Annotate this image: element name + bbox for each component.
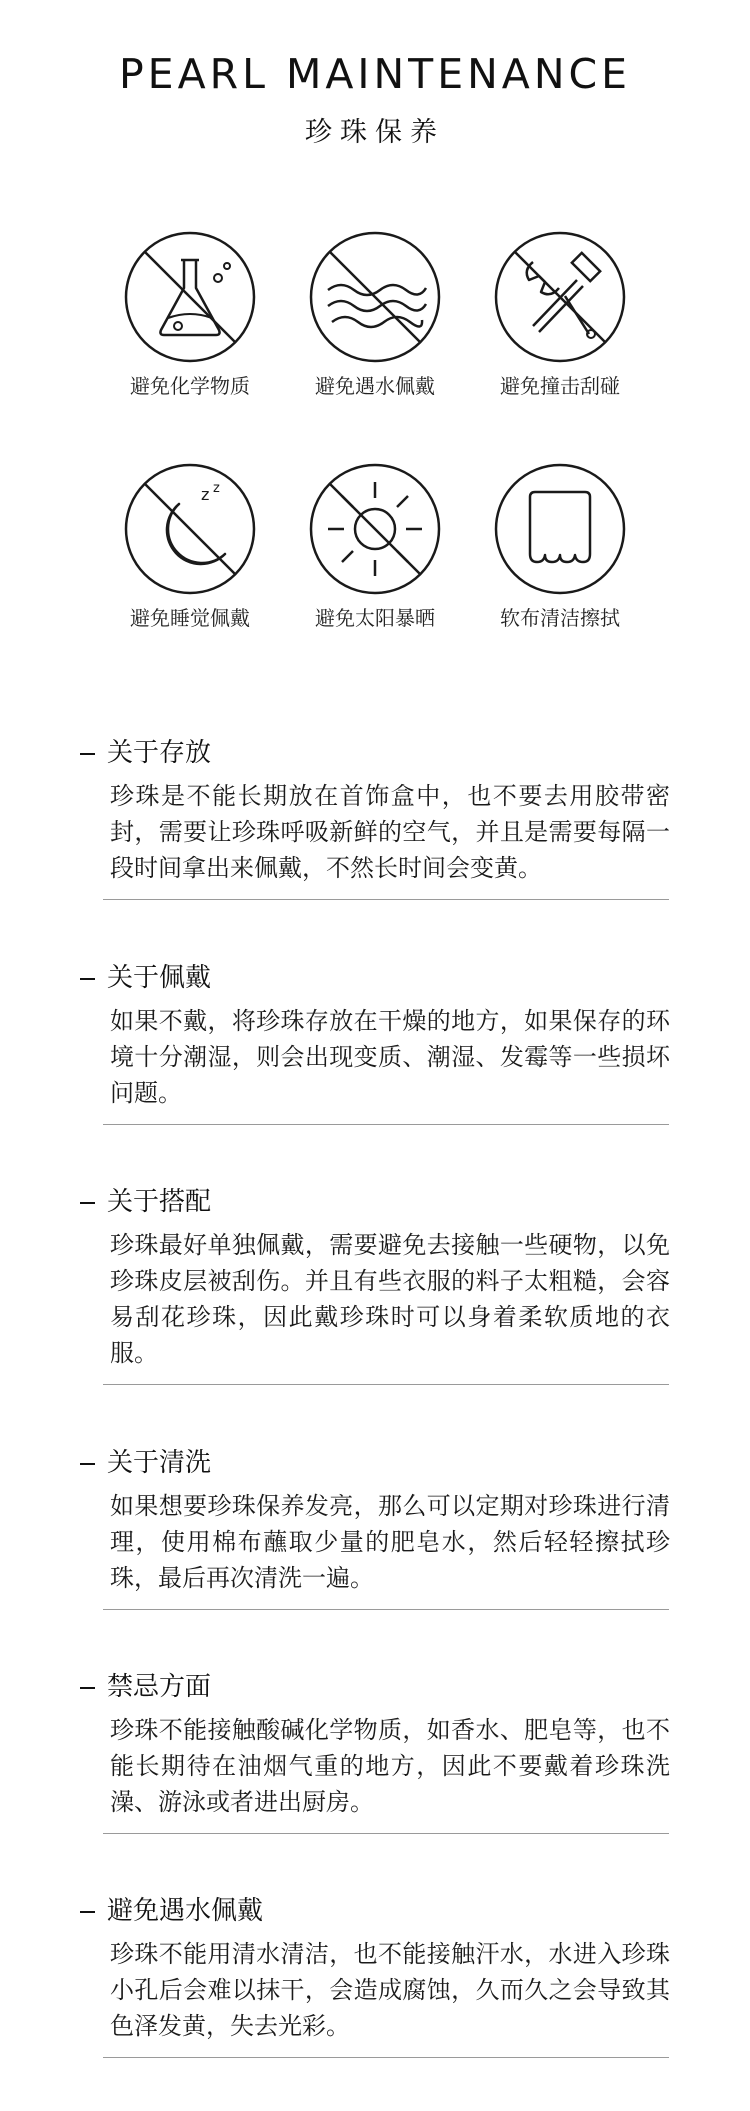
page-title-en: PEARL MAINTENANCE — [118, 50, 632, 98]
page-title-cn: 珍珠保养 — [305, 117, 445, 148]
section-heading — [80, 1890, 263, 1927]
section-heading-text: 禁忌方面 — [107, 1672, 212, 1702]
svg-text:z: z — [213, 481, 220, 496]
section-heading-text: 关于存放 — [107, 738, 212, 768]
icon-item-impact — [450, 230, 670, 399]
section-heading — [80, 732, 211, 769]
icon-label: 避免遇水佩戴 — [315, 374, 435, 398]
section-divider — [103, 1833, 669, 1834]
section-heading-text: 避免遇水佩戴 — [107, 1896, 264, 1926]
section-heading — [80, 1442, 211, 1479]
section-body: 珍珠不能接触酸碱化学物质，如香水、肥皂等，也不能长期待在油烟气重的地方，因此不要戴着珍珠洗澡、游泳或者进出厨房。 — [110, 1716, 670, 1816]
section-heading-text: 关于清洗 — [107, 1448, 212, 1478]
section-divider — [103, 1609, 669, 1610]
sun-prohibited-icon — [308, 462, 442, 596]
water-prohibited-icon — [308, 230, 442, 364]
icon-label: 避免化学物质 — [130, 374, 250, 398]
icon-label: 软布清洁擦拭 — [500, 606, 620, 630]
icon-label: 避免太阳暴晒 — [315, 606, 435, 630]
icon-label: 避免撞击刮碰 — [500, 374, 620, 398]
section-body: 珍珠是不能长期放在首饰盒中，也不要去用胶带密封，需要让珍珠呼吸新鲜的空气，并且是需要每隔一段时间拿出来佩戴，不然长时间会变黄。 — [110, 782, 670, 882]
section-body: 如果想要珍珠保养发亮，那么可以定期对珍珠进行清理，使用棉布蘸取少量的肥皂水，然后轻轻擦拭珍珠，最后再次清洗一遍。 — [110, 1492, 670, 1592]
tools-prohibited-icon — [493, 230, 627, 364]
section-body: 珍珠最好单独佩戴，需要避免去接触一些硬物，以免珍珠皮层被刮伤。并且有些衣服的料子太粗糙，会容易刮花珍珠，因此戴珍珠时可以身着柔软质地的衣服。 — [110, 1231, 670, 1367]
section-divider — [103, 1384, 669, 1385]
section-divider — [103, 899, 669, 900]
flask-prohibited-icon — [123, 230, 257, 364]
svg-text:z: z — [201, 485, 210, 504]
section-heading — [80, 957, 211, 994]
section-heading-text: 关于佩戴 — [107, 963, 212, 993]
section-heading-text: 关于搭配 — [107, 1187, 212, 1217]
moon-sleep-prohibited-icon — [123, 462, 257, 596]
soft-cloth-icon — [493, 462, 627, 596]
section-divider — [103, 1124, 669, 1125]
section-divider — [103, 2057, 669, 2058]
icon-item-cloth — [450, 462, 670, 631]
section-body: 珍珠不能用清水清洁，也不能接触汗水，水进入珍珠小孔后会难以抹干，会造成腐蚀，久而久之会导致其色泽发黄，失去光彩。 — [110, 1940, 670, 2040]
section-body: 如果不戴，将珍珠存放在干燥的地方，如果保存的环境十分潮湿，则会出现变质、潮湿、发霉等一些损坏问题。 — [110, 1007, 670, 1107]
section-heading — [80, 1666, 211, 1703]
section-heading — [80, 1181, 211, 1218]
icon-label: 避免睡觉佩戴 — [130, 606, 250, 630]
